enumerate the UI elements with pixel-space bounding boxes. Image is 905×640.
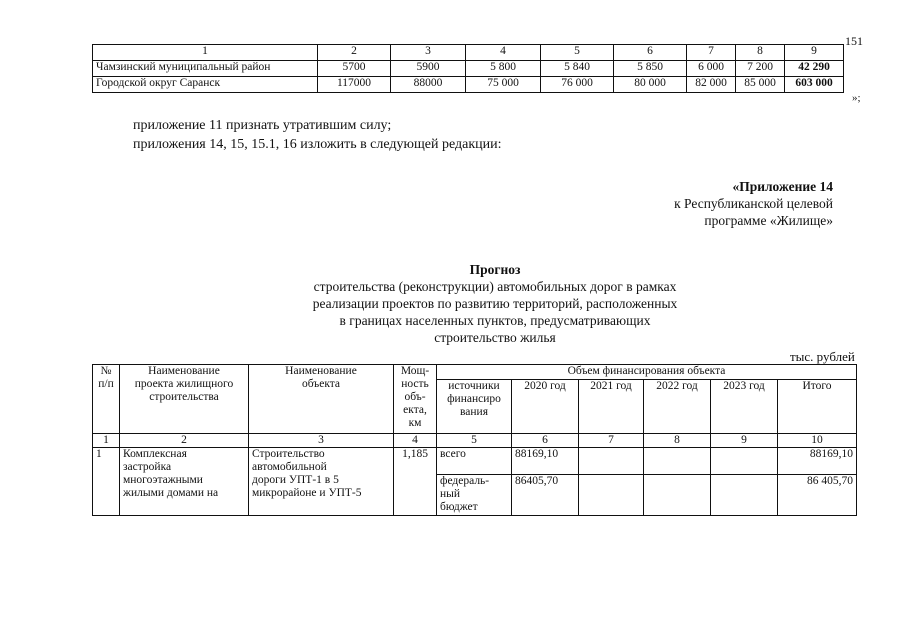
cell: 5 800 [466,61,541,77]
paragraph: приложение 11 признать утратившим силу; [133,118,392,133]
table-header-row [93,45,844,61]
cell-total: 603 000 [785,77,844,93]
forecast-heading: Прогноз [469,262,521,277]
cell: 5 840 [541,61,614,77]
header-year: 2023 год [711,380,778,434]
column-numbers-row [93,434,857,448]
cell: 88000 [391,77,466,93]
row-source: федераль- ный бюджет [437,475,512,516]
row-2022 [644,475,711,516]
col-number: 9 [711,434,778,448]
appendix-line: к Республиканской целевой [674,196,833,211]
col-number: 4 [394,434,437,448]
appendix-title: «Приложение 14 [732,179,833,194]
row-num: 1 [93,448,120,516]
cell: 6 000 [687,61,736,77]
header-cell: 6 [614,45,687,61]
cell: 76 000 [541,77,614,93]
header-num: № п/п [93,365,120,434]
forecast-line: реализации проектов по развитию территорий, расположенных [312,296,678,311]
forecast-line: строительство жилья [434,330,556,345]
closing-mark: »; [852,92,861,104]
cell: 117000 [318,77,391,93]
cell: 5 850 [614,61,687,77]
header-cell: 7 [687,45,736,61]
header-project: Наименование проекта жилищного строительства [120,365,249,434]
row-total: 88169,10 [778,448,857,475]
row-2020: 88169,10 [512,448,579,475]
header-cell: 2 [318,45,391,61]
row-2022 [644,448,711,475]
row-2021 [579,475,644,516]
col-number: 1 [93,434,120,448]
cell: 82 000 [687,77,736,93]
table-row [93,448,857,475]
row-total: 86 405,70 [778,475,857,516]
header-cell: 5 [541,45,614,61]
header-object: Наименование объекта [249,365,394,434]
cell: 80 000 [614,77,687,93]
header-financing: Объем финансирования объекта [437,365,857,380]
row-2023 [711,448,778,475]
header-cell: 3 [391,45,466,61]
row-object: Строительство автомобильной дороги УПТ-1 в 5 микрорайоне и УПТ-5 [249,448,394,516]
col-number: 3 [249,434,394,448]
header-cell: 8 [736,45,785,61]
paragraph: приложения 14, 15, 15.1, 16 изложить в следующей редакции: [133,137,502,152]
row-name: Чамзинский муниципальный район [93,61,318,77]
header-row [93,365,857,380]
header-cell: 9 [785,45,844,61]
header-cell: 4 [466,45,541,61]
cell: 7 200 [736,61,785,77]
header-cell: 1 [93,45,318,61]
cell-total: 42 290 [785,61,844,77]
units-label: тыс. рублей [790,349,855,364]
table-row [93,77,844,93]
table-row [93,61,844,77]
forecast-line: в границах населенных пунктов, предусматривающих [339,313,651,328]
page-number: 151 [845,34,863,48]
cell: 75 000 [466,77,541,93]
header-total: Итого [778,380,857,434]
row-2020: 86405,70 [512,475,579,516]
col-number: 6 [512,434,579,448]
header-sources: источники финансиро вания [437,380,512,434]
col-number: 10 [778,434,857,448]
col-number: 7 [579,434,644,448]
row-project: Комплексная застройка многоэтажными жилыми домами на [120,448,249,516]
cell: 85 000 [736,77,785,93]
col-number: 5 [437,434,512,448]
header-year: 2022 год [644,380,711,434]
col-number: 8 [644,434,711,448]
main-table [92,364,857,516]
row-2021 [579,448,644,475]
row-2023 [711,475,778,516]
cell: 5700 [318,61,391,77]
appendix-line: программе «Жилище» [704,213,833,228]
cell: 5900 [391,61,466,77]
row-source: всего [437,448,512,475]
top-table [92,44,844,93]
row-name: Городской округ Саранск [93,77,318,93]
col-number: 2 [120,434,249,448]
header-year: 2020 год [512,380,579,434]
row-power: 1,185 [394,448,437,516]
forecast-line: строительства (реконструкции) автомобильных дорог в рамках [313,279,677,294]
header-power: Мощ- ность объ- екта, км [394,365,437,434]
header-year: 2021 год [579,380,644,434]
